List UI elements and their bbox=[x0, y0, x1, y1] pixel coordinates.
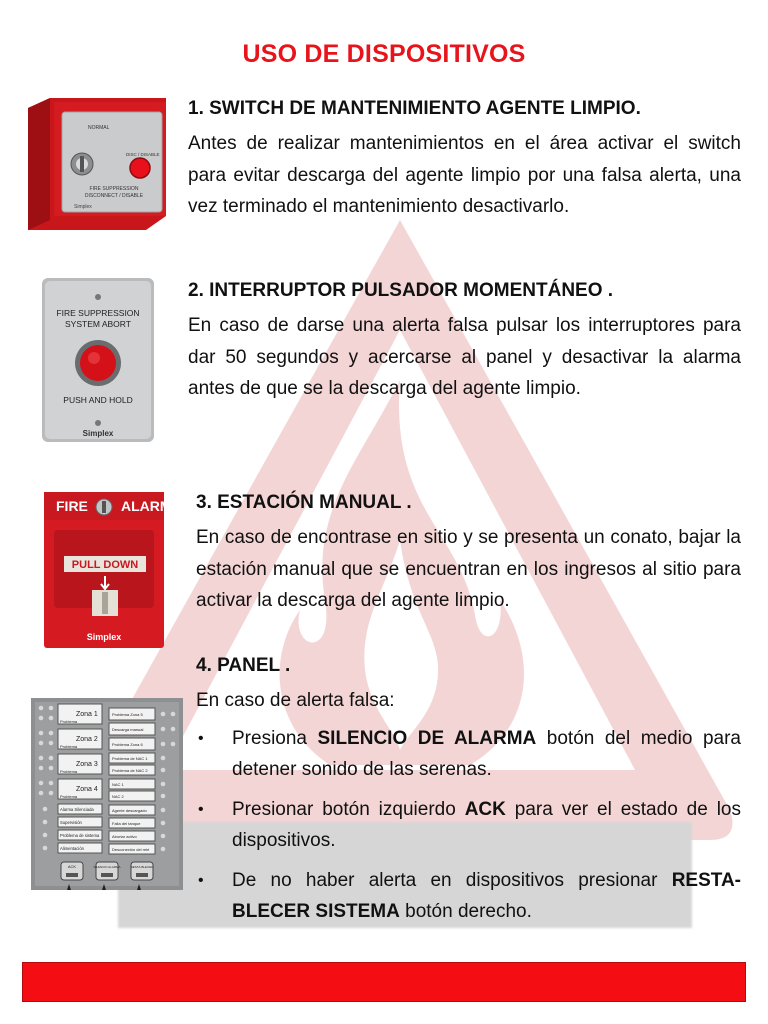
svg-text:Simplex: Simplex bbox=[74, 204, 92, 210]
svg-text:NAC 2: NAC 2 bbox=[112, 794, 124, 799]
section-manual-station bbox=[196, 492, 741, 617]
svg-text:Simplex: Simplex bbox=[82, 429, 114, 438]
svg-text:NAC 1: NAC 1 bbox=[112, 782, 124, 787]
svg-text:Desconexión del relé: Desconexión del relé bbox=[112, 847, 150, 852]
svg-text:Falla del tanque: Falla del tanque bbox=[112, 821, 141, 826]
list-item: • De no haber alerta en dispositivos presionar RESTA-BLECER SISTEMA botón derecho. bbox=[196, 865, 741, 928]
svg-text:SYSTEM ABORT: SYSTEM ABORT bbox=[65, 319, 131, 329]
svg-text:Problema: Problema bbox=[60, 719, 78, 724]
svg-text:FIRE SUPPRESSION: FIRE SUPPRESSION bbox=[89, 186, 139, 192]
list-item: • Presionar botón izquierdo ACK para ver el estado de los dispositivos. bbox=[196, 794, 741, 857]
section-heading: 1. SWITCH DE MANTENIMIENTO AGENTE LIMPIO. bbox=[188, 98, 641, 119]
svg-text:Problema de sistema: Problema de sistema bbox=[60, 833, 100, 838]
svg-text:Abortar activo: Abortar activo bbox=[112, 834, 137, 839]
svg-text:Zona 3: Zona 3 bbox=[76, 761, 98, 768]
svg-text:Alarma Silenciada: Alarma Silenciada bbox=[60, 807, 94, 812]
section-body: En caso de encontrase en sitio y se presenta un conato, bajar la estación manual que se encuentran en los ingresos al sitio para activar la descarga del agente limpio. bbox=[196, 527, 741, 611]
svg-text:DISCONNECT / DISABLE: DISCONNECT / DISABLE bbox=[84, 193, 144, 199]
svg-text:Descarga manual: Descarga manual bbox=[112, 727, 144, 732]
bullet-icon: • bbox=[198, 729, 204, 747]
section-heading: 3. ESTACIÓN MANUAL . bbox=[196, 492, 412, 513]
svg-text:Zona 4: Zona 4 bbox=[76, 786, 98, 793]
svg-text:PULL DOWN: PULL DOWN bbox=[71, 559, 139, 571]
svg-text:Zona 2: Zona 2 bbox=[76, 736, 98, 743]
svg-text:Problema de NAC 2: Problema de NAC 2 bbox=[112, 768, 148, 773]
list-item: • Presiona SILENCIO DE ALARMA botón del medio para detener sonido de las serenas. bbox=[196, 723, 741, 786]
svg-text:Alimentación: Alimentación bbox=[60, 846, 84, 851]
svg-text:ALARM: ALARM bbox=[121, 498, 172, 514]
bullet-icon: • bbox=[198, 871, 204, 889]
maintenance-switch-image bbox=[28, 98, 166, 230]
svg-text:FIRE: FIRE bbox=[56, 498, 88, 514]
footer-red-bar bbox=[22, 962, 746, 1002]
section-body: Antes de realizar mantenimientos en el área activar el switch para evitar descarga del agente limpio por una falsa alerta, una vez terminado el mantenimiento desactivarlo. bbox=[188, 133, 741, 217]
section-body: En caso de darse una alerta falsa pulsar los interruptores para dar 50 segundos y acercarse al panel y desactivar la alarma antes de que se la descarga del agente limpio. bbox=[188, 315, 741, 399]
svg-text:NORMAL: NORMAL bbox=[88, 125, 110, 131]
svg-text:Problema: Problema bbox=[60, 794, 78, 799]
section-push-button bbox=[188, 280, 741, 405]
svg-text:Supervisión: Supervisión bbox=[60, 820, 82, 825]
svg-text:PUSH AND HOLD: PUSH AND HOLD bbox=[63, 395, 133, 405]
svg-text:Problema: Problema bbox=[60, 744, 78, 749]
manual-pull-station-image bbox=[44, 492, 172, 648]
section-panel bbox=[196, 655, 741, 936]
svg-text:SILENCIO ALARMA: SILENCIO ALARMA bbox=[93, 865, 121, 869]
svg-text:Problema: Problema bbox=[60, 769, 78, 774]
abort-push-button-image bbox=[42, 278, 154, 442]
section-intro: En caso de alerta falsa: bbox=[196, 690, 395, 711]
svg-text:RESTA-BLECER: RESTA-BLECER bbox=[130, 865, 154, 869]
svg-text:Agente descargado: Agente descargado bbox=[112, 808, 147, 813]
svg-text:Problema de NAC 1: Problema de NAC 1 bbox=[112, 756, 148, 761]
svg-text:Zona 1: Zona 1 bbox=[76, 711, 98, 718]
svg-text:FIRE SUPPRESSION: FIRE SUPPRESSION bbox=[56, 308, 140, 318]
svg-text:DISC / DISABLE: DISC / DISABLE bbox=[126, 152, 160, 157]
svg-text:Problema Zona 6: Problema Zona 6 bbox=[112, 742, 143, 747]
svg-text:Problema Zona 5: Problema Zona 5 bbox=[112, 712, 143, 717]
svg-text:Simplex: Simplex bbox=[86, 632, 122, 642]
section-heading: 4. PANEL . bbox=[196, 655, 291, 676]
section-switch bbox=[188, 98, 741, 223]
section-heading: 2. INTERRUPTOR PULSADOR MOMENTÁNEO . bbox=[188, 280, 614, 301]
svg-text:ACK: ACK bbox=[67, 864, 77, 869]
control-panel-image bbox=[31, 698, 183, 890]
instruction-list bbox=[196, 723, 741, 928]
bullet-icon: • bbox=[198, 800, 204, 818]
page-title: USO DE DISPOSITIVOS bbox=[242, 40, 526, 68]
